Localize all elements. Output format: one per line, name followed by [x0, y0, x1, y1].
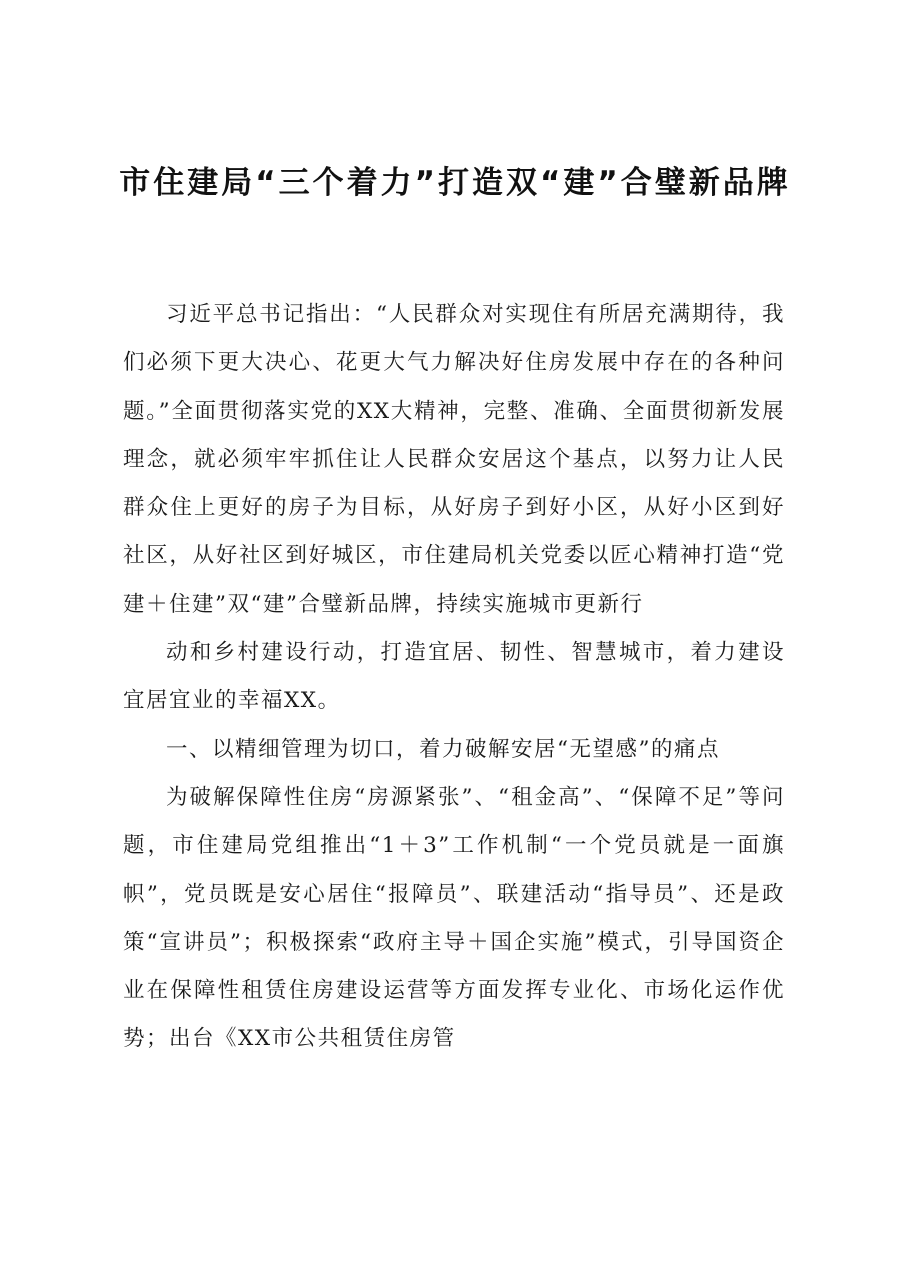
section-heading-1: 一、以精细管理为切口，着力破解安居“无望感”的痛点 [166, 736, 720, 762]
paragraph-continuation: 动和乡村建设行动，打造宜居、韧性、智慧城市，着力建设宜居宜业的幸福XX。 [123, 640, 785, 714]
paragraph-intro: 习近平总书记指出：“人民群众对实现住有所居充满期待，我们必须下更大决心、花更大气力解决好住房发展中存在的各种问题。”全面贯彻落实党的XX大精神，完整、准确、全面贯彻新发展理念，就必须牢牢抓住让人民群众安居这个基点，以努力让人民群众住上更好的房子为目标，从好房子到好小区，从好小区到好社区，从好社区到好城区，市住建局机关党委以匠心精神打造“党建＋住建”双“建”合璧新品牌，持续实施城市更新行 [123, 302, 785, 617]
document-body [123, 291, 785, 1064]
paragraph-section-1: 为破解保障性住房“房源紧张”、“租金高”、“保障不足”等问题，市住建局党组推出“1＋3”工作机制“一个党员就是一面旗帜”，党员既是安心居住“报障员”、联建活动“指导员”、还是政策“宣讲员”；积极探索“政府主导＋国企实施”模式，引导国资企业在保障性租赁住房建设运营等方面发挥专业化、市场化运作优势；出台《XX市公共租赁住房管 [123, 784, 785, 1052]
document-title: 市住建局“三个着力”打造双“建”合璧新品牌 [119, 165, 791, 201]
